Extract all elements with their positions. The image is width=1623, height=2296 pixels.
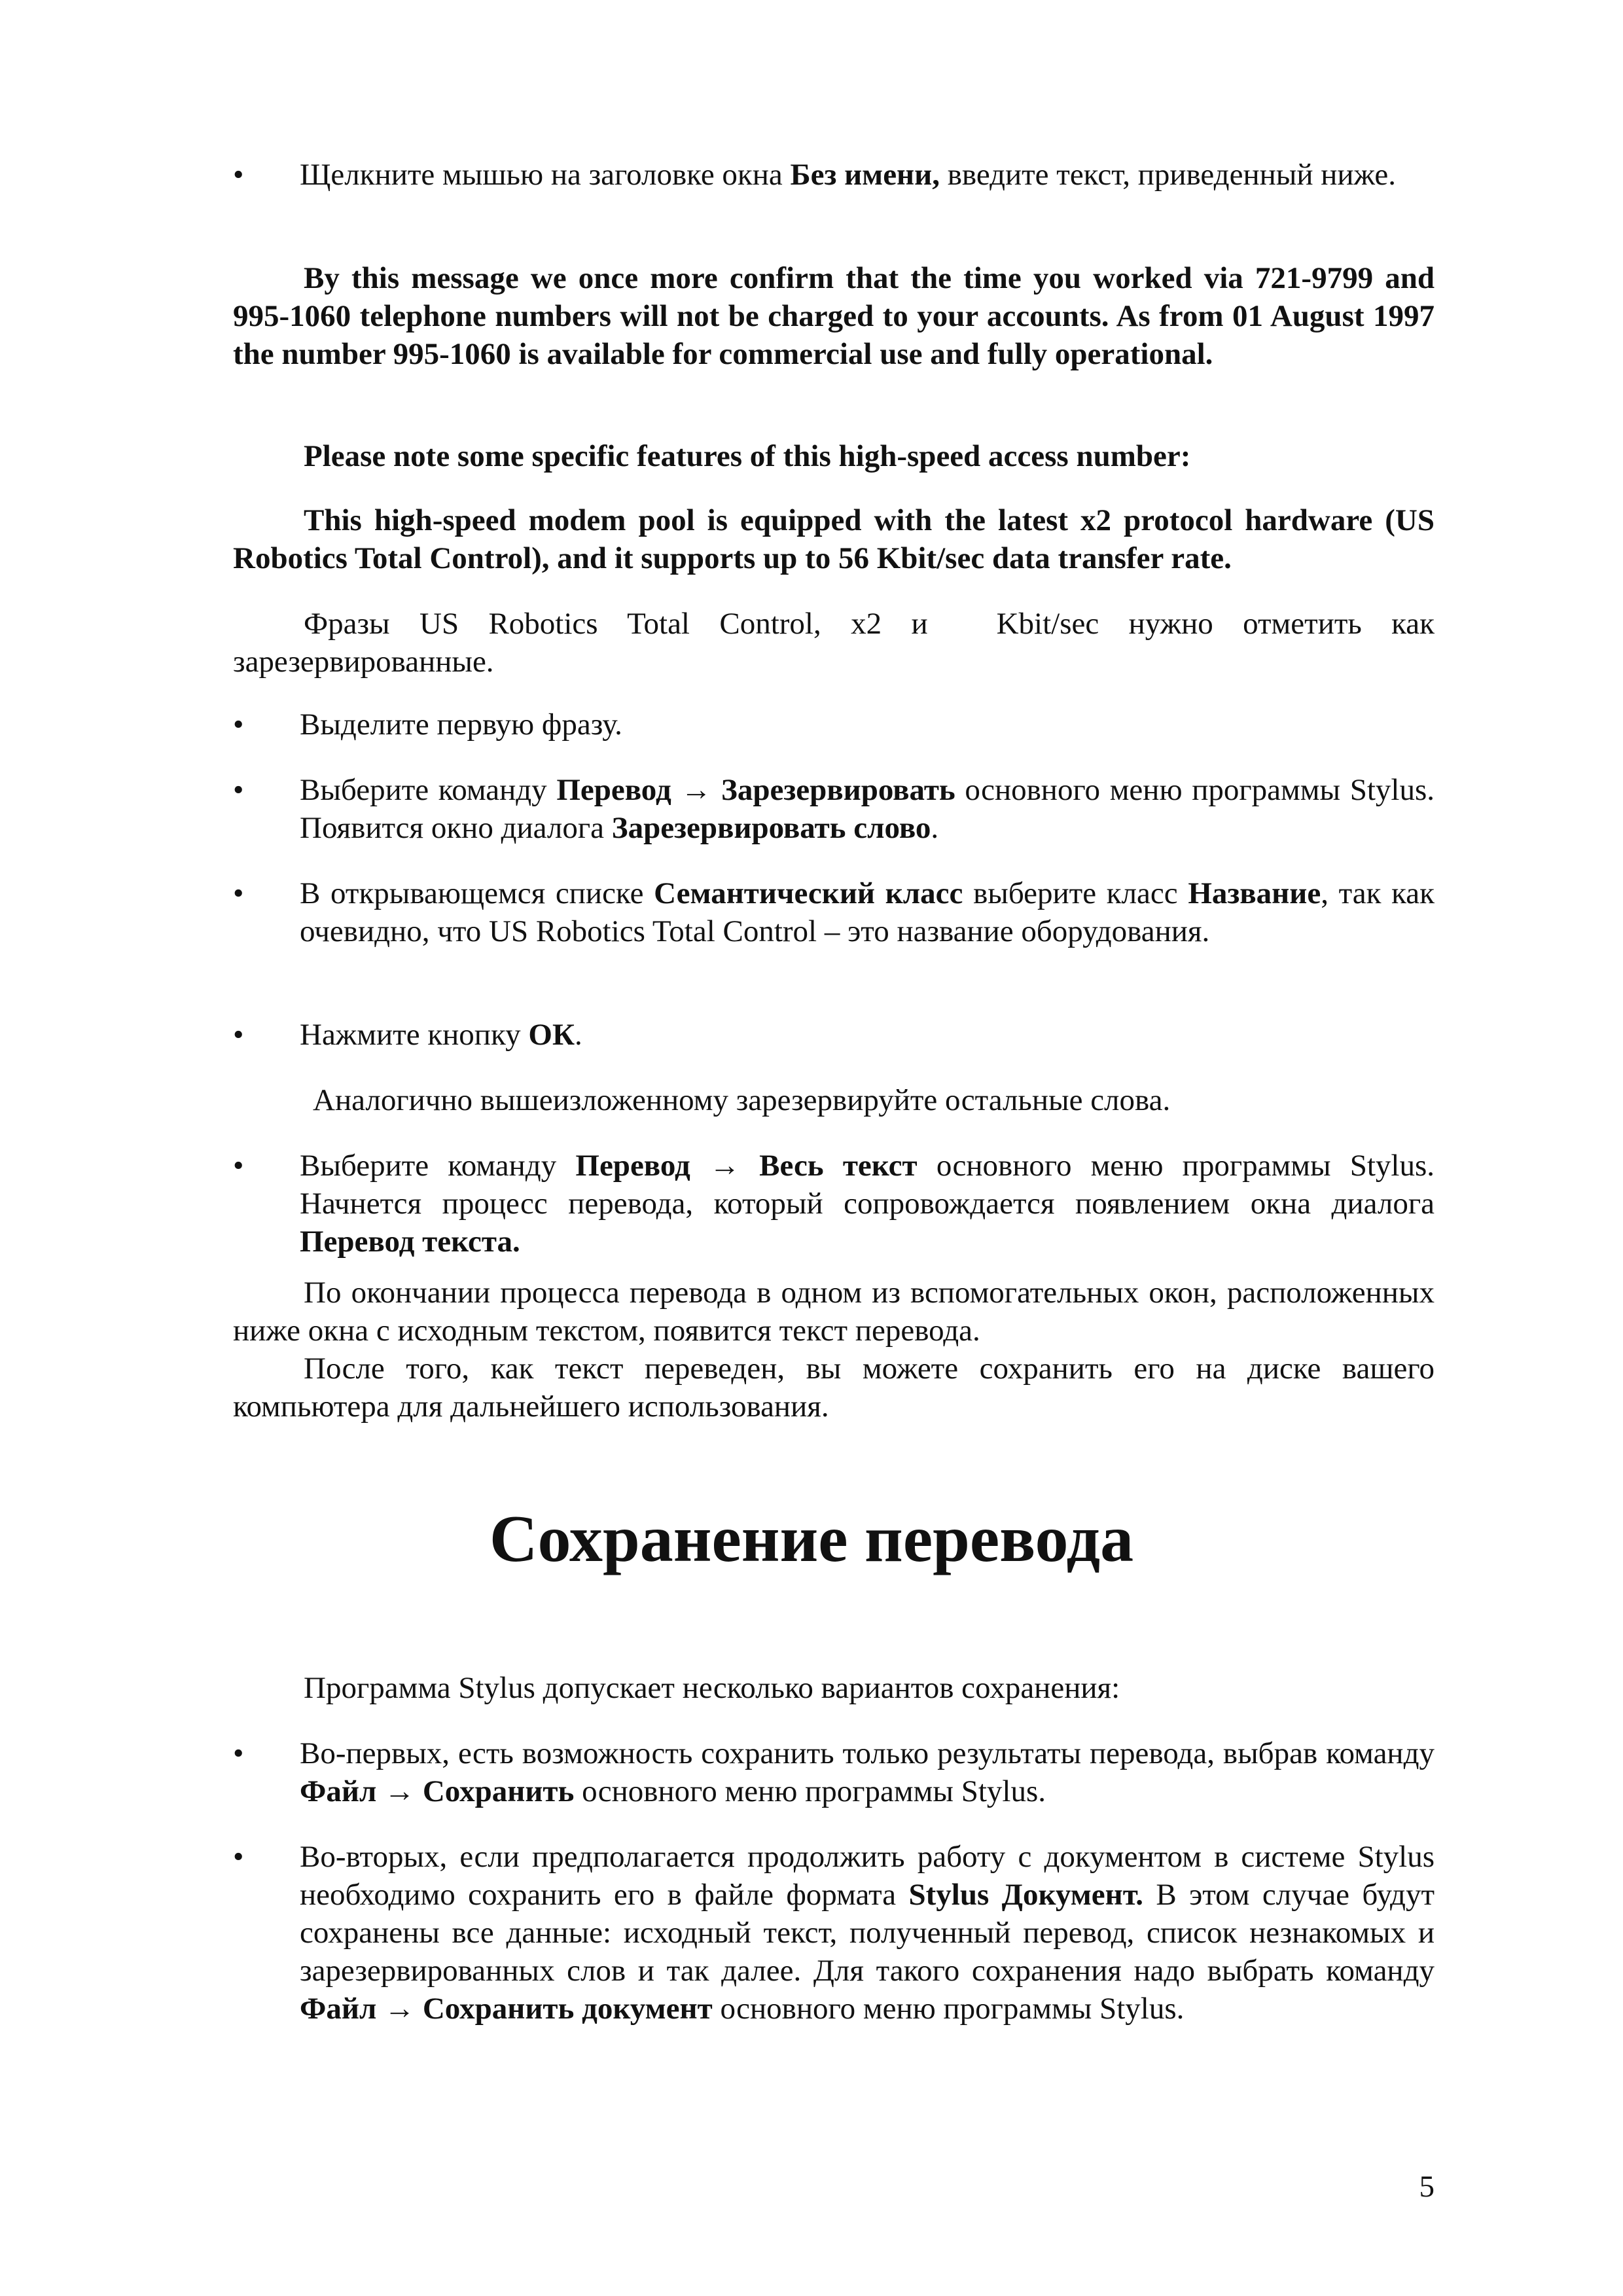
arrow-icon: → (376, 1774, 423, 1808)
analog-paragraph: Аналогично вышеизложенному зарезервируйте остальные слова. (313, 1083, 1171, 1117)
intro-paragraph: Программа Stylus допускает несколько вариантов сохранения: (304, 1671, 1120, 1705)
bullet-item-save-first: • Во-первых, есть возможность сохранить только результаты перевода, выбрав команду Файл → Сохранить основного меню программы Stylus. (300, 1734, 1435, 1810)
bullet-item-translate-all: • Выберите команду Перевод → Весь текст основного меню программы Stylus. Начнется процесс перевода, который сопровождается появлением окна диалога Перевод текста. (300, 1147, 1435, 1261)
bullet-item-ok: • Нажмите кнопку ОК. (300, 1016, 1435, 1054)
arrow-icon: → (671, 773, 722, 807)
bullet-item-title-click: • Щелкните мышью на заголовке окна Без имени, введите текст, приведенный ниже. (300, 156, 1435, 194)
save-note-paragraph: После того, как текст переведен, вы можете сохранить его на диске вашего компьютера для дальнейшего использования. (233, 1352, 1435, 1424)
english-paragraph-2: Please note some specific features of this high-speed access number: (304, 439, 1191, 473)
english-paragraph-3: This high-speed modem pool is equipped with the latest x2 protocol hardware (US Robotics Total Control), and it supports up to 56 Kbit/sec data transfer rate. (233, 503, 1435, 575)
bullet-item-select-phrase: • Выделите первую фразу. (300, 706, 1435, 744)
page-number: 5 (1419, 2170, 1435, 2204)
section-heading: Сохранение перевода (489, 1502, 1134, 1576)
bullet-item-save-second: • Во-вторых, если предполагается продолжить работу с документом в системе Stylus необходимо сохранить его в файле формата Stylus Документ. В этом случае будут сохранены все данные: исходный текст, полученный перевод, список незнакомых и зарезервированных слов и так далее. Для такого сохранения надо выбрать команду Файл → Сохранить документ основного меню программы Stylus. (300, 1838, 1435, 2028)
arrow-icon: → (376, 1992, 423, 2026)
after-translation-paragraph: По окончании процесса перевода в одном из вспомогательных окон, расположенных ниже окна с исходным текстом, появится текст перевода. (233, 1276, 1435, 1348)
phrases-paragraph: Фразы US Robotics Total Control, x2 и Kbit/sec нужно отметить как зарезервированные. (233, 607, 1435, 679)
bullet-item-reserve-command: • Выберите команду Перевод → Зарезервировать основного меню программы Stylus. Появится окно диалога Зарезервировать слово. (300, 771, 1435, 847)
english-paragraph-1: By this message we once more confirm that the time you worked via 721-9799 and 995-1060 telephone numbers will not be charged to your accounts. As from 01 August 1997 the number 995-1060 is available for commercial use and fully operational. (233, 261, 1435, 371)
arrow-icon: → (690, 1149, 760, 1183)
bullet-item-semantic-class: • В открывающемся списке Семантический класс выберите класс Название, так как очевидно, что US Robotics Total Control – это название оборудования. (300, 874, 1435, 950)
